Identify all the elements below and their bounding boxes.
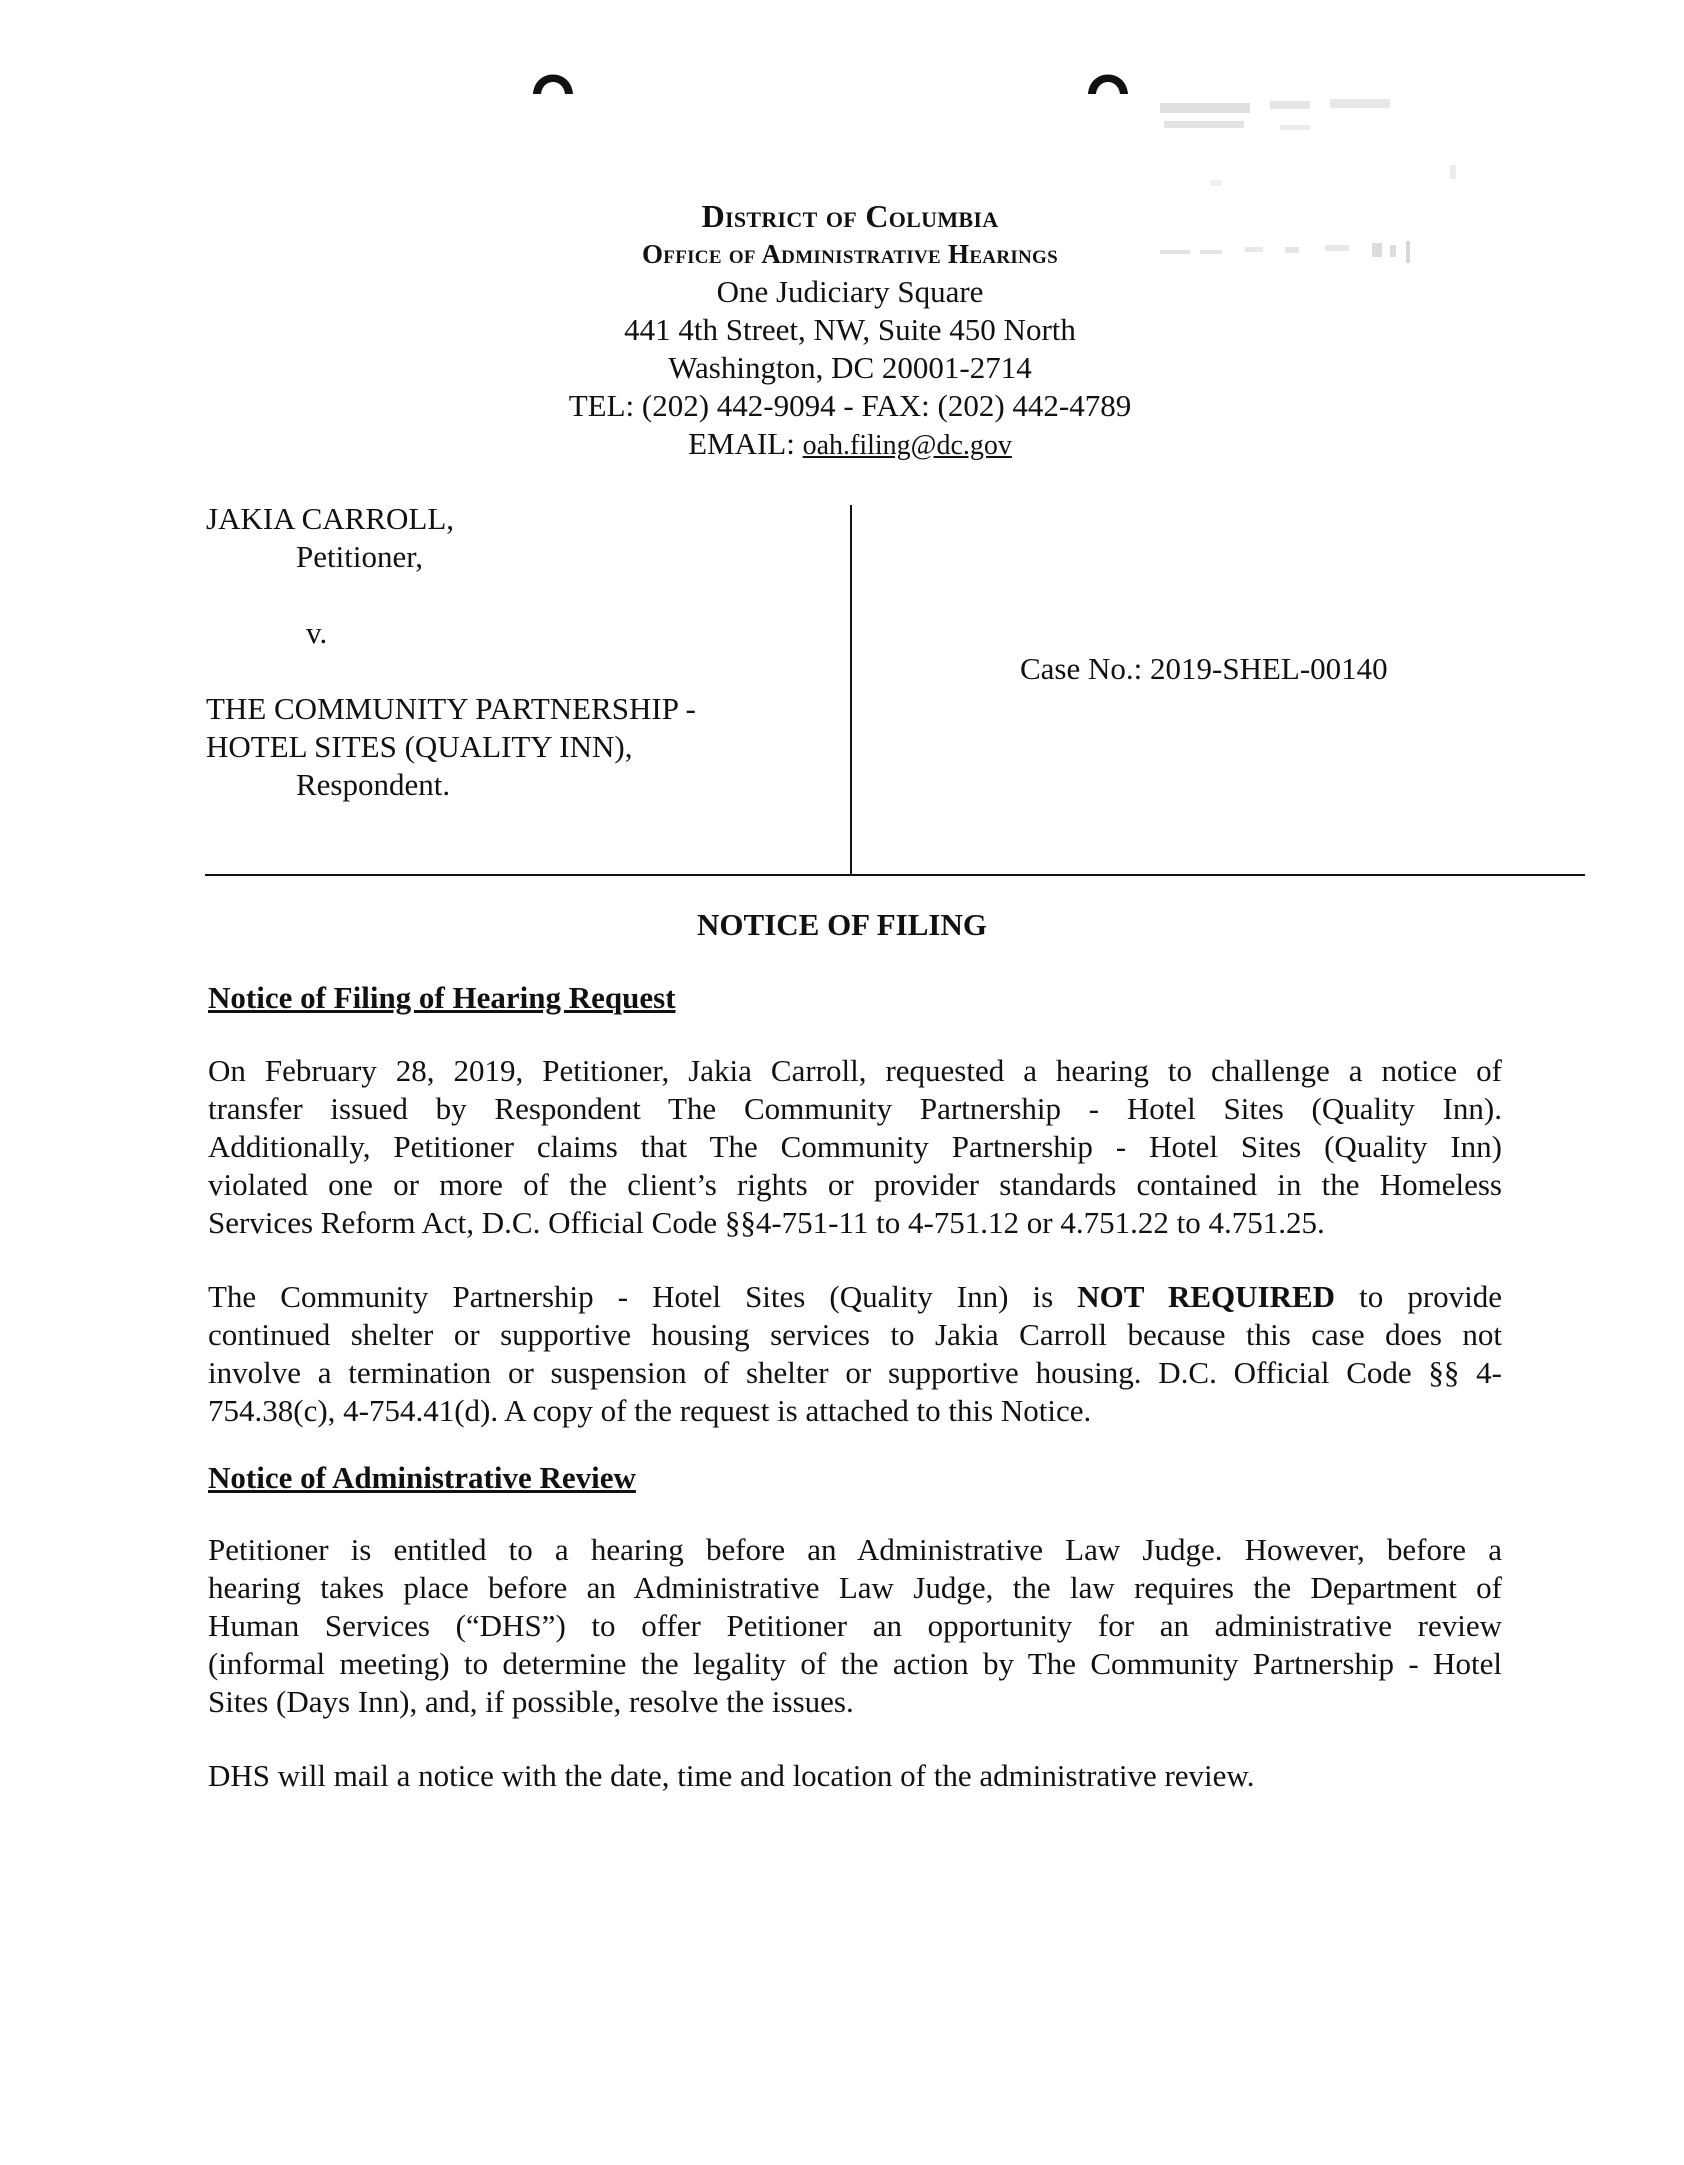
email-label: EMAIL:	[688, 426, 795, 461]
paragraph-line: Human Services (“DHS”) to offer Petitioner an opportunity for an administrative review	[208, 1608, 1502, 1643]
paragraph-hearing-request	[208, 1052, 1502, 1242]
petitioner-role: Petitioner,	[296, 539, 424, 574]
paragraph-dhs-notice	[208, 1757, 1502, 1795]
paragraph-administrative-review	[208, 1531, 1502, 1721]
respondent-name-line2: HOTEL SITES (QUALITY INN),	[206, 729, 633, 764]
paragraph-line: Additionally, Petitioner claims that The Community Partnership - Hotel Sites (Quality Inn)	[208, 1129, 1502, 1164]
not-required-emphasis: NOT REQUIRED	[1077, 1279, 1336, 1314]
paragraph-line: involve a termination or suspension of shelter or supportive housing. D.C. Official Code §§ 4-	[208, 1355, 1502, 1390]
caption-divider-vertical	[850, 505, 852, 875]
agency-name: District of Columbia	[701, 198, 999, 234]
paragraph-line: On February 28, 2019, Petitioner, Jakia Carroll, requested a hearing to challenge a notice of	[208, 1053, 1502, 1088]
address-line: Washington, DC 20001-2714	[668, 350, 1032, 385]
paragraph-line: Services Reform Act, D.C. Official Code §§4-751-11 to 4-751.12 or 4.751.22 to 4.751.25.	[208, 1205, 1325, 1240]
email-link[interactable]: oah.filing@dc.gov	[802, 430, 1012, 461]
office-name: Office of Administrative Hearings	[641, 239, 1059, 269]
versus-label: v.	[306, 615, 328, 650]
paragraph-line: Petitioner is entitled to a hearing before an Administrative Law Judge. However, before a	[208, 1532, 1502, 1567]
case-caption-parties	[206, 500, 836, 804]
paragraph-line: DHS will mail a notice with the date, time and location of the administrative review.	[208, 1758, 1255, 1793]
agency-header	[500, 197, 1200, 465]
hole-punch-mark	[531, 58, 575, 96]
text-run: The Community Partnership - Hotel Sites (Quality Inn) is	[208, 1279, 1054, 1314]
paragraph-line: violated one or more of the client’s rights or provider standards contained in the Homeless	[208, 1167, 1502, 1202]
paragraph-line: Sites (Days Inn), and, if possible, resolve the issues.	[208, 1684, 854, 1719]
respondent-name-line1: THE COMMUNITY PARTNERSHIP -	[206, 691, 696, 726]
paragraph-line: continued shelter or supportive housing services to Jakia Carroll because this case does not	[208, 1317, 1502, 1352]
paragraph-line	[208, 1278, 1502, 1316]
section-heading-administrative-review: Notice of Administrative Review	[208, 1460, 636, 1495]
document-title: NOTICE OF FILING	[697, 907, 987, 942]
paragraph-line: transfer issued by Respondent The Community Partnership - Hotel Sites (Quality Inn).	[208, 1091, 1502, 1126]
caption-divider-horizontal	[205, 874, 1585, 876]
paragraph-line: (informal meeting) to determine the legality of the action by The Community Partnership - Hotel	[208, 1646, 1502, 1681]
text-run: to provide	[1359, 1279, 1503, 1314]
paragraph-line: hearing takes place before an Administrative Law Judge, the law requires the Department of	[208, 1570, 1502, 1605]
case-number: Case No.: 2019-SHEL-00140	[1020, 651, 1388, 686]
petitioner-name: JAKIA CARROLL,	[206, 501, 455, 536]
email-line	[500, 425, 1200, 465]
hole-punch-mark	[1086, 58, 1130, 96]
paragraph-line: 754.38(c), 4-754.41(d). A copy of the request is attached to this Notice.	[208, 1393, 1092, 1428]
paragraph-not-required	[208, 1278, 1502, 1430]
section-heading-hearing-request: Notice of Filing of Hearing Request	[208, 980, 676, 1015]
address-line: One Judiciary Square	[716, 274, 984, 309]
address-line: 441 4th Street, NW, Suite 450 North	[624, 312, 1076, 347]
phone-fax-line: TEL: (202) 442-9094 - FAX: (202) 442-4789	[568, 388, 1132, 423]
respondent-role: Respondent.	[296, 767, 451, 802]
